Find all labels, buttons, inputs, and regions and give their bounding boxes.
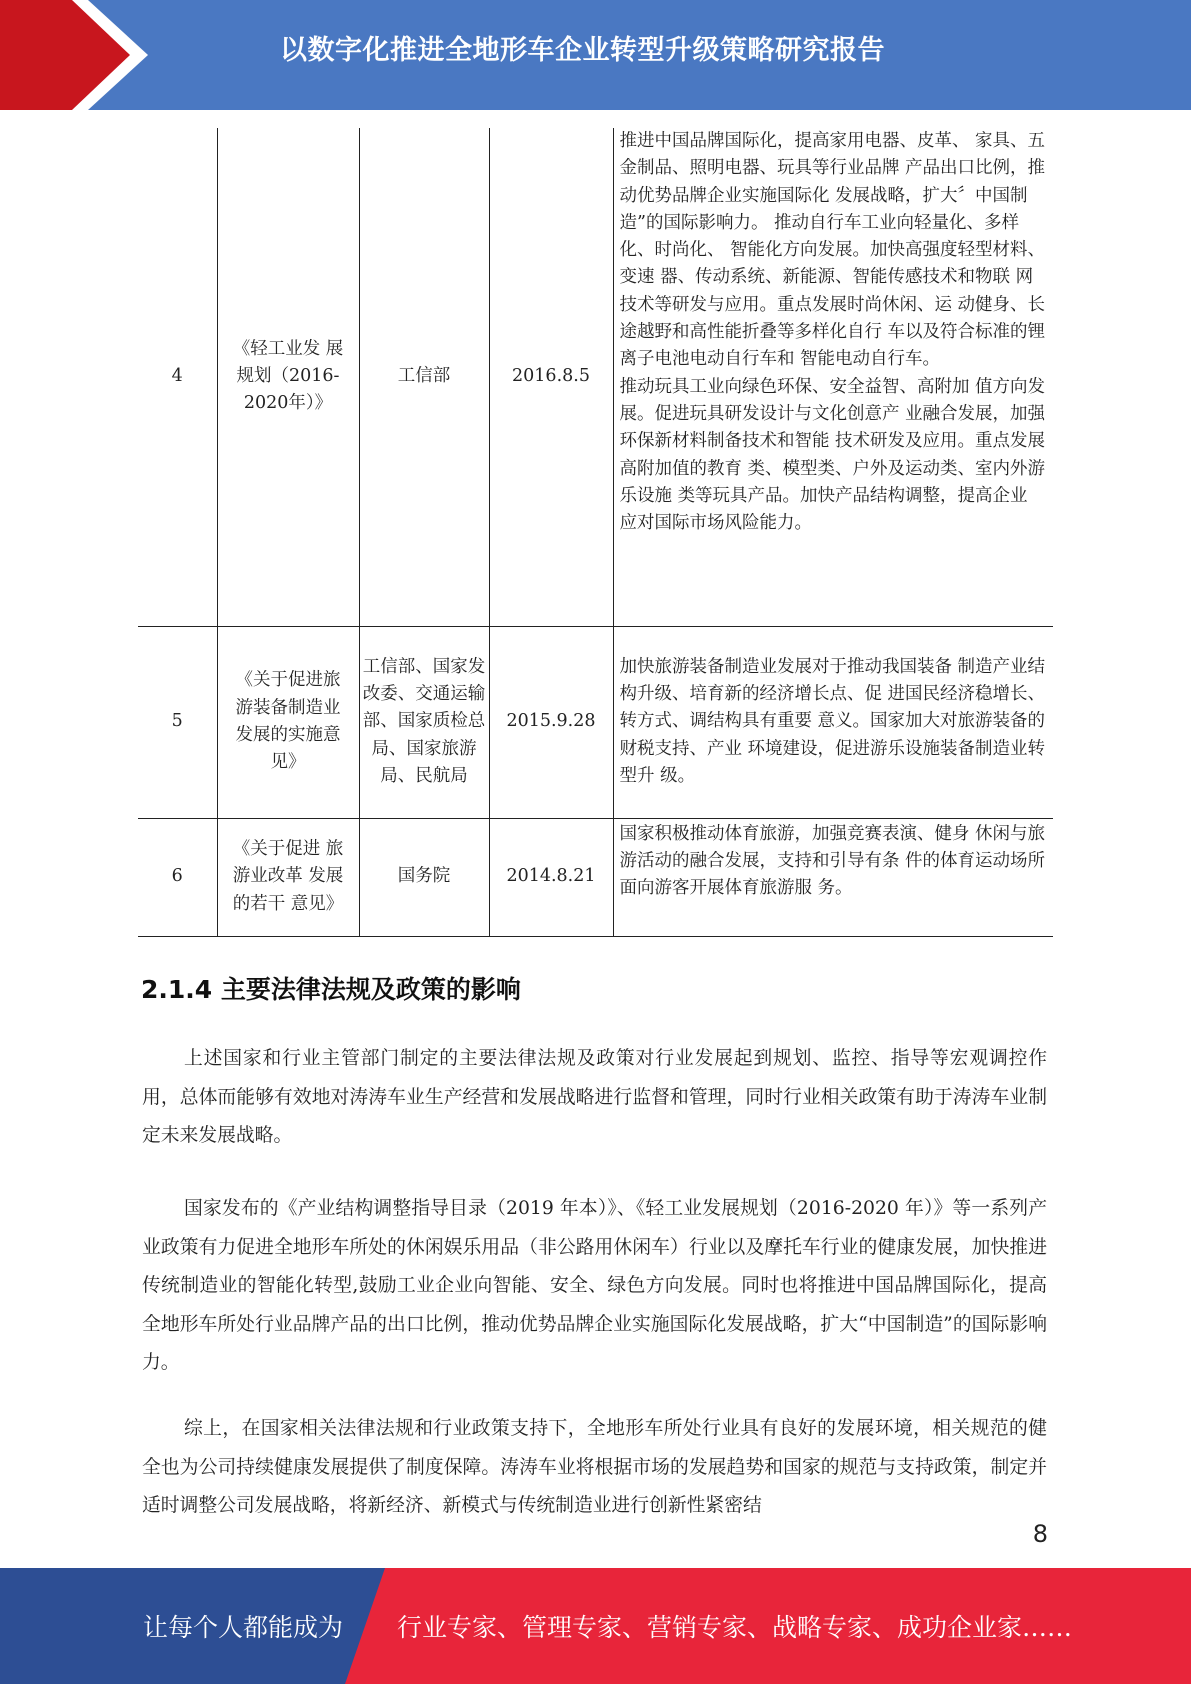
issue-date: 2016.8.5	[489, 128, 613, 626]
issuing-department: 工信部	[359, 128, 489, 626]
row-number: 6	[138, 818, 217, 936]
issue-date: 2015.9.28	[489, 626, 613, 818]
issuing-department: 工信部、国家发改委、交通运输部、国家质检总局、国家旅游局、民航局	[359, 626, 489, 818]
content-paragraph: 推动玩具工业向绿色环保、安全益智、高附加 值方向发展。促进玩具研发设计与文化创意产 业融合发展，加强环保新材料制备技术和智能 技术研发及应用。重点发展高附加值的教育 类、模型类、户外及运动类、室内外游乐设施 类等玩具产品。加快产品结构调整，提高企业 应对国际市场风险能力。	[619, 376, 1046, 534]
body-paragraph: 上述国家和行业主管部门制定的主要法律法规及政策对行业发展起到规划、监控、指导等宏观调控作用，总体而能够有效地对涛涛车业生产经营和发展战略进行监督和管理，同时行业相关政策有助于涛涛车业制定未来发展战略。	[142, 1048, 1047, 1147]
policy-table	[138, 128, 1053, 937]
policy-name: 《关于促进 旅游业改革 发展的若干 意见》	[217, 818, 359, 936]
header-arrow-decoration	[0, 0, 160, 110]
issue-date: 2014.8.21	[489, 818, 613, 936]
policy-name: 《关于促进旅游装备制造业发展的实施意见》	[217, 626, 359, 818]
report-title: 以数字化推进全地形车企业转型升级策略研究报告	[280, 35, 885, 66]
content-paragraph: 加快旅游装备制造业发展对于推动我国装备 制造产业结构升级、培育新的经济增长点、促 进国民经济稳增长、转方式、调结构具有重要 意义。国家加大对旅游装备的财税支持、产业 环境建设，促进游乐设施装备制造业转型升 级。	[619, 656, 1046, 786]
policy-content	[613, 128, 1053, 626]
body-paragraph: 综上，在国家相关法律法规和行业政策支持下，全地形车所处行业具有良好的发展环境，相关规范的健全也为公司持续健康发展提供了制度保障。涛涛车业将根据市场的发展趋势和国家的规范与支持政策，制定并适时调整公司发展战略，将新经济、新模式与传统制造业进行创新性紧密结	[142, 1418, 1047, 1517]
page-number: 8	[1032, 1520, 1048, 1548]
row-number: 5	[138, 626, 217, 818]
table-row	[138, 626, 1053, 818]
body-paragraph: 国家发布的《产业结构调整指导目录（2019 年本）》、《轻工业发展规划（2016-2020 年）》等一系列产业政策有力促进全地形车所处的休闲娱乐用品（非公路用休闲车）行业以及摩托车行业的健康发展，加快推进传统制造业的智能化转型,鼓励工业企业向智能、安全、绿色方向发展。同时也将推进中国品牌国际化，提高全地形车所处行业品牌产品的出口比例，推动优势品牌企业实施国际化发展战略，扩大“中国制造”的国际影响力。	[142, 1198, 1047, 1374]
section-heading: 2.1.4 主要法律法规及政策的影响	[141, 975, 521, 1004]
table-row	[138, 818, 1053, 936]
policy-content	[613, 626, 1053, 818]
issuing-department: 国务院	[359, 818, 489, 936]
policy-content	[613, 818, 1053, 936]
page-header	[0, 0, 1191, 110]
page-footer	[0, 1568, 1191, 1684]
table-row	[138, 128, 1053, 626]
content-paragraph: 推进中国品牌国际化，提高家用电器、皮革、 家具、五金制品、照明电器、玩具等行业品牌 产品出口比例，推动优势品牌企业实施国际化 发展战略，扩大〞中国制造”的国际影响力。 推动自行车工业向轻量化、多样化、时尚化、 智能化方向发展。加快高强度轻型材料、变速 器、传动系统、新能源、智能传感技术和物联 网技术等研发与应用。重点发展时尚休闲、运 动健身、长途越野和高性能折叠等多样化自行 车以及符合标准的锂离子电池电动自行车和 智能电动自行车。	[619, 131, 1046, 370]
row-number: 4	[138, 128, 217, 626]
footer-slogan-left: 让每个人都能成为	[143, 1613, 344, 1642]
policy-name: 《轻工业发 展规划（2016-2020年）》	[217, 128, 359, 626]
footer-slogan-right: 行业专家、管理专家、营销专家、战略专家、成功企业家……	[397, 1613, 1073, 1642]
content-paragraph: 国家积极推动体育旅游，加强竞赛表演、健身 休闲与旅游活动的融合发展，支持和引导有条 件的体育运动场所面向游客开展体育旅游服 务。	[619, 823, 1046, 899]
